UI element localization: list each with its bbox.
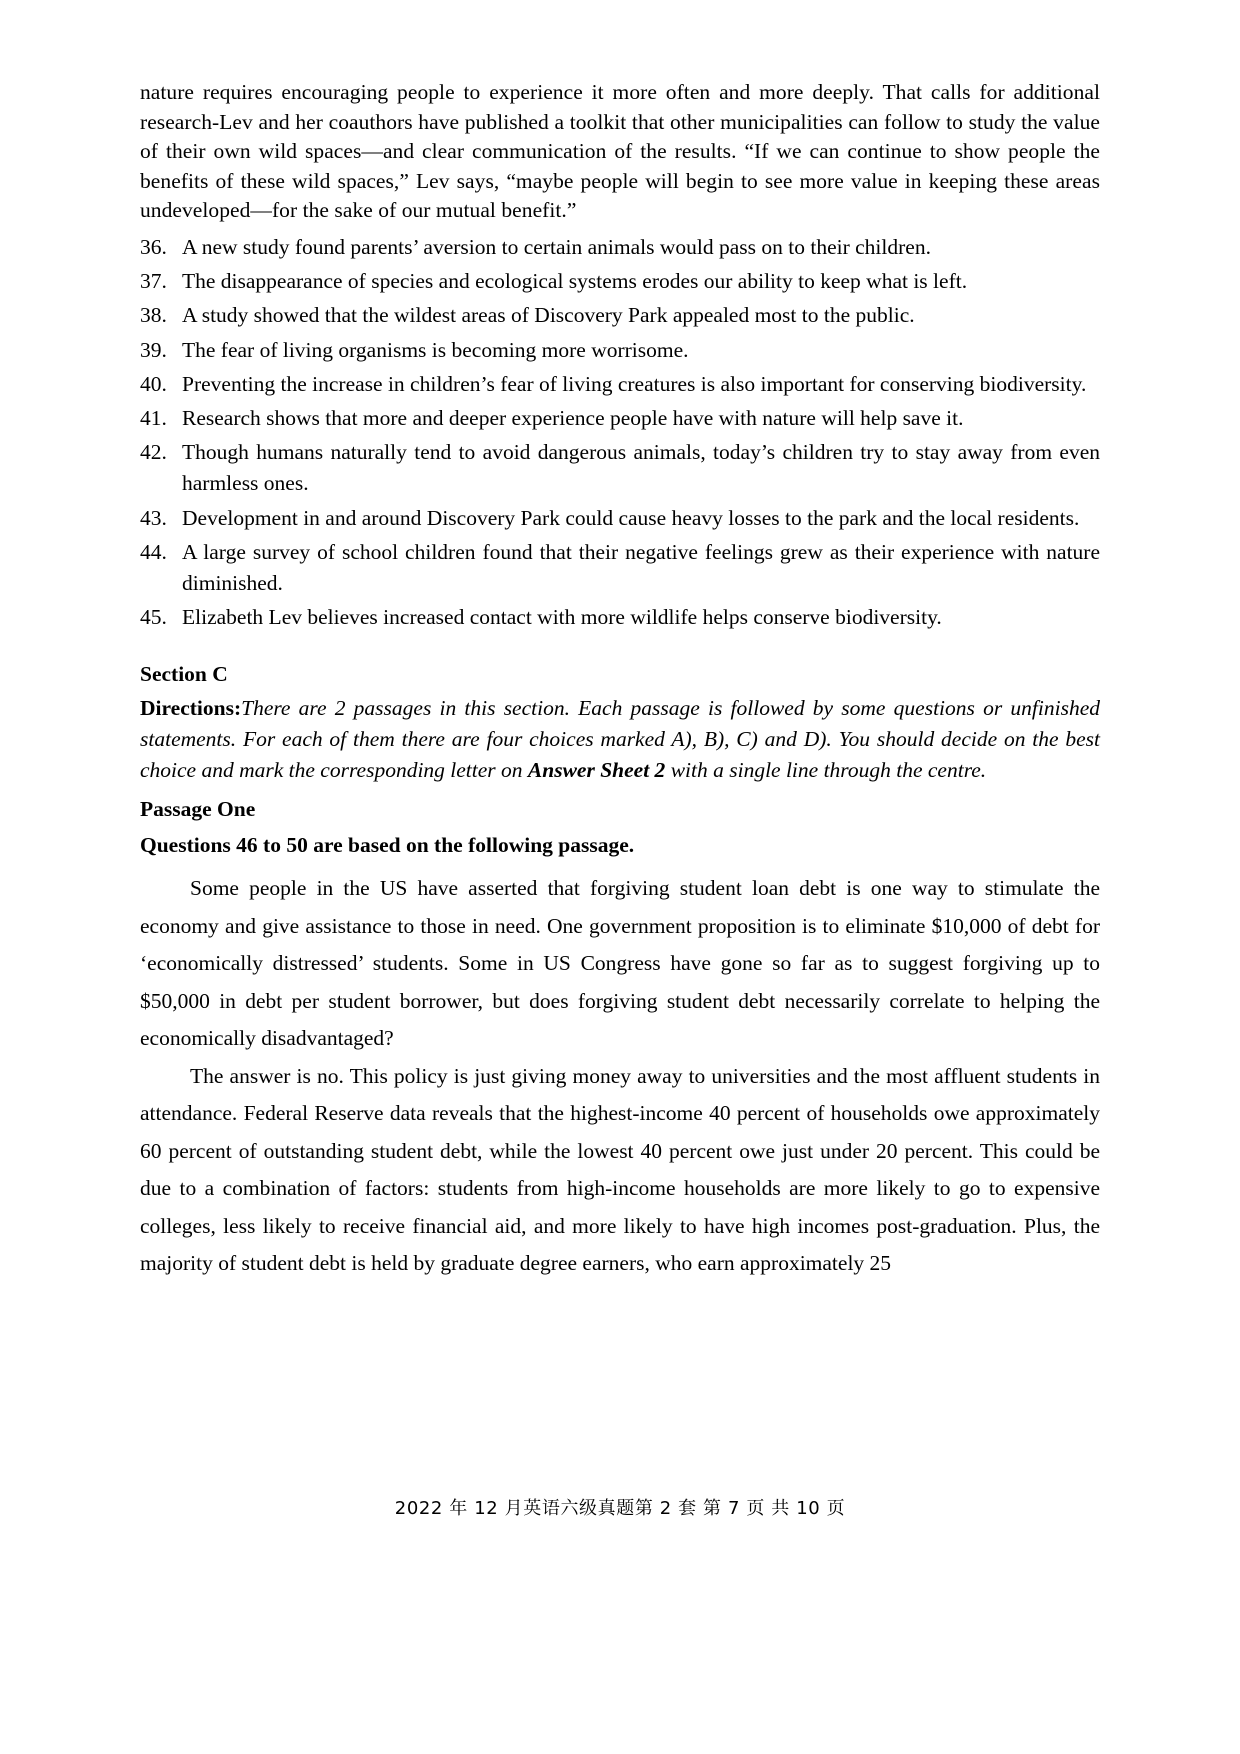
item-text: Development in and around Discovery Park could cause heavy losses to the park and the local residents. [182,505,1080,530]
item-number: 39. [140,337,167,362]
directions-text-part1: There are 2 passages in this section. Each passage is followed by some questions or unfinished statements. For each of them there are four choices marked A), B), C) and D). You should decide on the best choice and mark the corresponding letter on [140,696,1100,783]
questions-range-line: Questions 46 to 50 are based on the following passage. [140,833,635,858]
item-number: 40. [140,371,167,396]
directions-label: Directions: [140,696,242,721]
list-item [140,503,1100,534]
list-item [140,437,1100,499]
passage-paragraph-1: Some people in the US have asserted that forgiving student loan debt is one way to stimulate the economy and give assistance to those in need. One government proposition is to eliminate $10,000 of debt for ‘economically distressed’ students. Some in US Congress have gone so far as to suggest forgiving up to $50,000 in debt per student borrower, but does forgiving student debt necessarily correlate to helping the economically disadvantaged? [140,876,1100,1051]
item-text: Research shows that more and deeper experience people have with nature will help save it. [182,405,964,430]
item-text: Though humans naturally tend to avoid dangerous animals, today’s children try to stay away from even harmless ones. [182,440,1100,496]
item-number: 42. [140,440,167,465]
list-item [140,537,1100,599]
item-number: 44. [140,539,167,564]
item-text: A study showed that the wildest areas of Discovery Park appealed most to the public. [182,303,915,328]
item-text: The disappearance of species and ecological systems erodes our ability to keep what is left. [182,269,968,294]
item-number: 43. [140,505,167,530]
section-c-heading: Section C [140,662,228,687]
item-text: The fear of living organisms is becoming more worrisome. [182,337,689,362]
item-text: A large survey of school children found that their negative feelings grew as their experience with nature diminished. [182,539,1100,595]
item-number: 37. [140,269,167,294]
list-item [140,403,1100,434]
passage-one-label: Passage One [140,797,256,822]
footer-text: 2022 年 12 月英语六级真题第 2 套 第 7 页 共 10 页 [394,1498,846,1519]
directions-text-part2: with a single line through the centre. [665,758,987,783]
list-item [140,602,1100,633]
item-number: 45. [140,605,167,630]
section-directions [140,693,1100,786]
answer-sheet-emphasis: Answer Sheet 2 [527,758,666,783]
item-text: A new study found parents’ aversion to certain animals would pass on to their children. [182,234,931,259]
page-footer [0,1496,1240,1522]
list-item [140,232,1100,263]
matching-items-list [140,232,1100,633]
list-item [140,300,1100,331]
item-number: 38. [140,303,167,328]
list-item [140,266,1100,297]
item-text: Elizabeth Lev believes increased contact with more wildlife helps conserve biodiversity. [182,605,942,630]
list-item [140,369,1100,400]
intro-paragraph: nature requires encouraging people to experience it more often and more deeply. That calls for additional research-Lev and her coauthors have published a toolkit that other municipalities can follow to study the value of their own wild spaces—and clear communication of the results. “If we can continue to show people the benefits of these wild spaces,” Lev says, “maybe people will begin to see more value in keeping these areas undeveloped—for the sake of our mutual benefit.” [140,80,1100,223]
item-text: Preventing the increase in children’s fear of living creatures is also important for conserving biodiversity. [182,371,1087,396]
list-item [140,335,1100,366]
passage-paragraph-2: The answer is no. This policy is just giving money away to universities and the most affluent students in attendance. Federal Reserve data reveals that the highest-income 40 percent of households owe approximately 60 percent of outstanding student debt, while the lowest 40 percent owe just under 20 percent. This could be due to a combination of factors: students from high-income households are more likely to go to expensive colleges, less likely to receive financial aid, and more likely to have high incomes post-graduation. Plus, the majority of student debt is held by graduate degree earners, who earn approximately 25 [140,1063,1100,1276]
item-number: 36. [140,234,167,259]
item-number: 41. [140,405,167,430]
